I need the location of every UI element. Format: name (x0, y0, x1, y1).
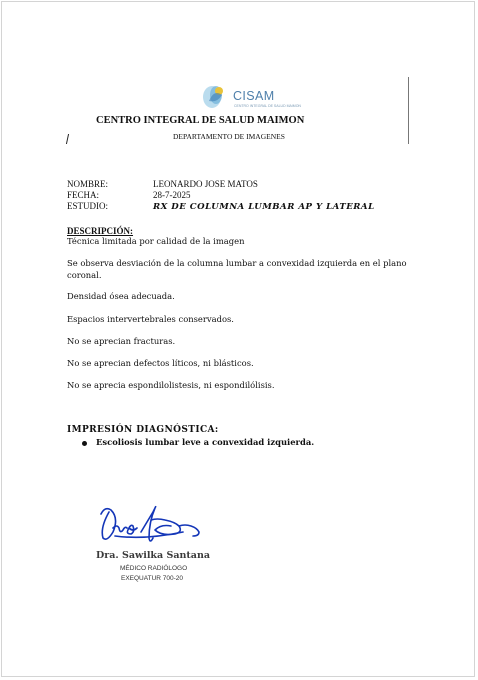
study-value: RX DE COLUMNA LUMBAR AP Y LATERAL (153, 202, 375, 212)
description-paragraph: No se aprecian defectos líticos, ni blásticos. (67, 358, 254, 368)
description-paragraph: Espacios intervertebrales conservados. (67, 314, 234, 324)
impression-heading: IMPRESIÓN DIAGNÓSTICA: (67, 425, 219, 435)
bullet-icon (82, 441, 87, 446)
description-paragraph: Se observa desviación de la columna lumbar a convexidad izquierda en el plano coronal. (67, 258, 407, 280)
handwritten-signature (95, 498, 205, 546)
doctor-name: Dra. Sawilka Santana (96, 550, 210, 561)
description-paragraph: No se aprecia espondilolistesis, ni espondilólisis. (67, 380, 275, 390)
document-title: CENTRO INTEGRAL DE SALUD MAIMON (96, 115, 305, 126)
logo-text: CISAM (233, 89, 275, 103)
doctor-title: MÉDICO RADIÓLOGO (120, 565, 188, 572)
name-value: LEONARDO JOSE MATOS (153, 179, 258, 189)
impression-item: Escoliosis lumbar leve a convexidad izquierda. (96, 437, 315, 447)
department-name: DEPARTAMENTO DE IMAGENES (173, 132, 285, 141)
description-paragraph: Densidad ósea adecuada. (67, 291, 175, 301)
description-heading: DESCRIPCIÓN: (67, 226, 134, 236)
description-paragraph: No se aprecian fracturas. (67, 336, 176, 346)
study-label: ESTUDIO: (67, 201, 108, 211)
header-divider (408, 77, 409, 144)
description-paragraph: Técnica limitada por calidad de la imagen (67, 236, 245, 246)
doctor-exequatur: EXEQUATUR 700-20 (121, 575, 184, 582)
logo-subtext: CENTRO INTEGRAL DE SALUD MAIMON (234, 104, 301, 108)
date-value: 28-7-2025 (153, 190, 191, 200)
date-label: FECHA: (67, 190, 100, 200)
name-label: NOMBRE: (67, 179, 109, 189)
